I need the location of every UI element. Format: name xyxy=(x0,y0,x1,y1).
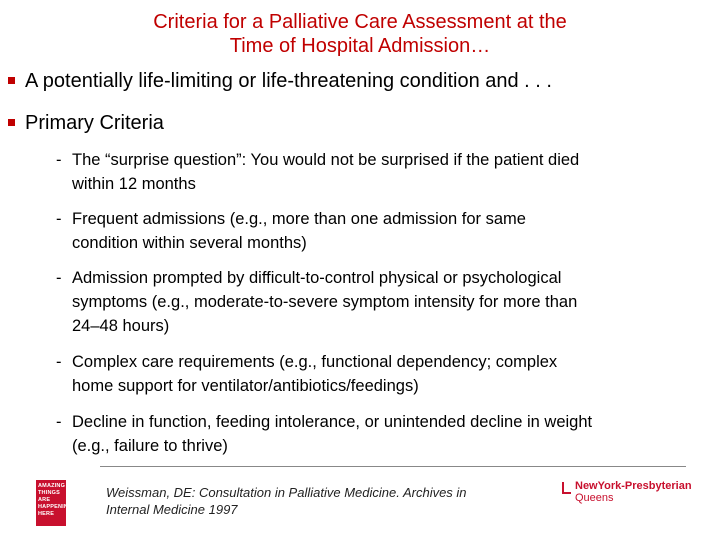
dash-marker: - xyxy=(56,353,62,371)
slide-title xyxy=(0,10,720,58)
amazing-things-logo: AMAZING THINGS ARE HAPPENING HERE xyxy=(36,480,66,526)
criterion-complex-care xyxy=(56,350,706,398)
nyp-logo-line-2: Queens xyxy=(575,492,614,504)
criterion-line-1: Admission prompted by difficult-to-control physical or psychological xyxy=(72,269,562,287)
slide-title-line-2: Time of Hospital Admission… xyxy=(229,35,491,57)
bullet-condition-text: A potentially life-limiting or life-threatening condition and . . . xyxy=(25,70,552,92)
nyp-logo-line-1: NewYork-Presbyterian xyxy=(575,480,692,492)
citation-line-2: Internal Medicine 1997 xyxy=(106,502,238,517)
dash-marker: - xyxy=(56,269,62,287)
criterion-line-2: home support for ventilator/antibiotics/feedings) xyxy=(72,377,419,395)
criterion-line-1: Decline in function, feeding intolerance, or unintended decline in weight xyxy=(72,413,593,431)
square-bullet-icon xyxy=(8,119,15,126)
criterion-surprise-question xyxy=(56,148,706,196)
criterion-line-1: Frequent admissions (e.g., more than one admission for same xyxy=(72,210,526,228)
newyork-presbyterian-logo xyxy=(562,480,692,504)
criterion-line-2: condition within several months) xyxy=(72,234,307,252)
criterion-line-3: 24–48 hours) xyxy=(72,317,170,335)
citation-line-1: Weissman, DE: Consultation in Palliative Medicine. Archives in xyxy=(106,485,467,500)
bullet-primary-criteria-text: Primary Criteria xyxy=(25,112,164,134)
dash-marker: - xyxy=(56,413,62,431)
citation xyxy=(106,484,516,518)
criterion-difficult-symptoms xyxy=(56,266,706,338)
square-bullet-icon xyxy=(8,77,15,84)
criterion-line-2: symptoms (e.g., moderate-to-severe symptom intensity for more than xyxy=(72,293,578,311)
criterion-frequent-admissions xyxy=(56,207,706,255)
criterion-decline-in-function xyxy=(56,410,706,458)
slide-title-line-1: Criteria for a Palliative Care Assessment at the xyxy=(153,11,567,33)
criterion-line-1: Complex care requirements (e.g., functional dependency; complex xyxy=(72,353,558,371)
bullet-primary-criteria xyxy=(8,111,164,135)
criterion-line-1: The “surprise question”: You would not be surprised if the patient died xyxy=(72,151,580,169)
criterion-line-2: (e.g., failure to thrive) xyxy=(72,437,228,455)
bullet-condition xyxy=(8,69,552,93)
footer-divider xyxy=(100,466,686,467)
criterion-line-2: within 12 months xyxy=(72,175,196,193)
dash-marker: - xyxy=(56,210,62,228)
nyp-mark-icon xyxy=(562,482,571,500)
dash-marker: - xyxy=(56,151,62,169)
